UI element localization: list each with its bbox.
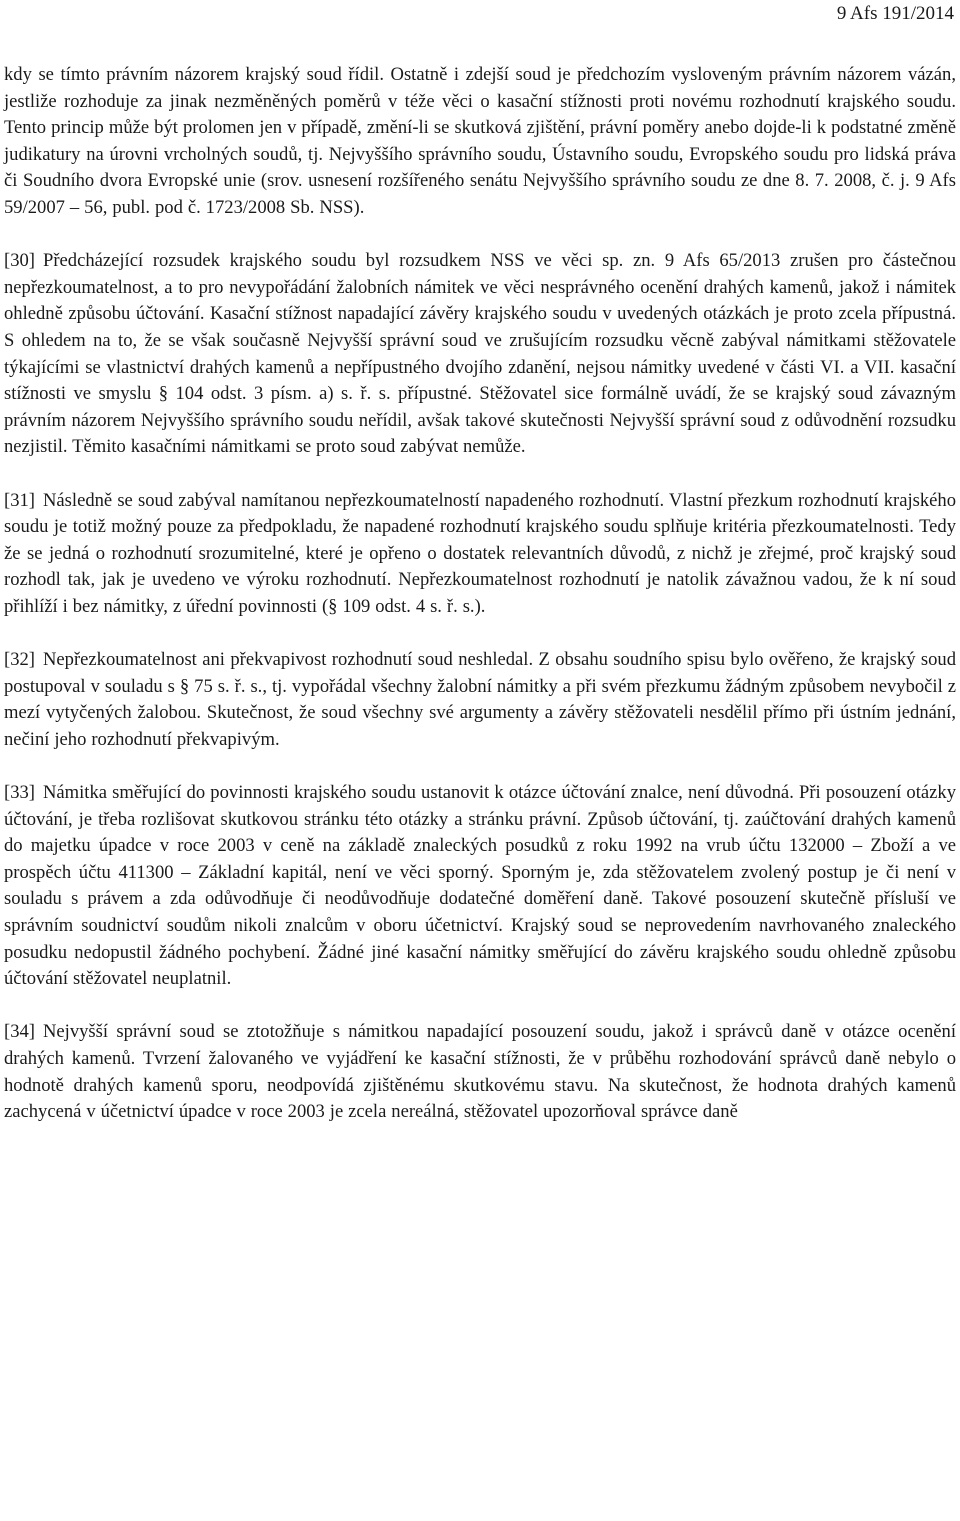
paragraph-number: [34] <box>4 1021 35 1043</box>
paragraph-text: kdy se tímto právním názorem krajský soud řídil. Ostatně i zdejší soud je předchozím vysloveným právním názorem vázán, jestliže rozhoduje za jinak nezměněných poměrů v téže věci o kasační stížnosti proti novému rozhodnutí krajského soudu. Tento princip může být prolomen jen v případě, změní-li se skutková zjištění, právní poměry anebo dojde-li k podstatné změně judikatury na úrovni vrcholných soudů, tj. Nejvyššího správního soudu, Ústavního soudu, Evropského soudu pro lidská práva či Soudního dvora Evropské unie (srov. usnesení rozšířeného senátu Nejvyššího správního soudu ze dne 8. 7. 2008, č. j. 9 Afs 59/2007 – 56, publ. pod č. 1723/2008 Sb. NSS). <box>4 64 956 218</box>
paragraph-number: [33] <box>4 782 35 804</box>
paragraph-number: [32] <box>4 649 35 671</box>
paragraph-number: [30] <box>4 250 35 272</box>
document-body <box>4 62 956 1126</box>
paragraph-34 <box>4 1019 956 1125</box>
page-header-case-number: 9 Afs 191/2014 <box>836 3 954 24</box>
paragraph-32 <box>4 647 956 753</box>
paragraph-text: Následně se soud zabýval namítanou nepřezkoumatelností napadeného rozhodnutí. Vlastní přezkum rozhodnutí krajského soudu je totiž možný pouze za předpokladu, že napadené rozhodnutí krajského soudu splňuje kritéria přezkoumatelnosti. Tedy že se jedná o rozhodnutí srozumitelné, které je opřeno o dostatek relevantních důvodů, z nichž je zřejmé, proč krajský soud rozhodl tak, jak je uvedeno ve výroku rozhodnutí. Nepřezkoumatelnost rozhodnutí je natolik závažnou vadou, že k ní soud přihlíží i bez námitky, z úřední povinnosti (§ 109 odst. 4 s. ř. s.). <box>4 489 956 617</box>
paragraph-text: Námitka směřující do povinnosti krajského soudu ustanovit k otázce účtování znalce, není důvodná. Při posouzení otázky účtování, je třeba rozlišovat skutkovou stránku této otázky a stránku právní. Způsob účtování, tj. zaúčtování drahých kamenů do majetku úpadce v roce 2003 v ceně na základě znaleckých posudků z roku 1992 na vrub účtu 132000 – Zboží a ve prospěch účtu 411300 – Základní kapitál, není ve věci sporný. Sporným je, zda stěžovatelem zvolený postup je či není v souladu s právem a zda odůvodňuje či neodůvodňuje dodatečné doměření daně. Takové posouzení skutečně přísluší ve správním soudnictví soudům nikoli znalcům v oboru účetnictví. Krajský soud se neprovedením navrhovaného znaleckého posudku nedopustil žádného pochybení. Žádné jiné kasační námitky směřující do závěru krajského soudu ohledně způsobu účtování stěžovatel neuplatnil. <box>4 782 956 990</box>
paragraph-33 <box>4 780 956 993</box>
paragraph-number: [31] <box>4 489 35 511</box>
paragraph-text: Nepřezkoumatelnost ani překvapivost rozhodnutí soud neshledal. Z obsahu soudního spisu bylo ověřeno, že krajský soud postupoval v souladu s § 75 s. ř. s., tj. vypořádal všechny žalobní námitky a při svém přezkumu žádným způsobem nevybočil z mezí vytyčených žalobou. Skutečnost, že soud všechny své argumenty a závěry stěžovateli nesdělil přímo při ústním jednání, nečiní jeho rozhodnutí překvapivým. <box>4 649 956 750</box>
paragraph-text: Nejvyšší správní soud se ztotožňuje s námitkou napadající posouzení soudu, jakož i správců daně v otázce ocenění drahých kamenů. Tvrzení žalovaného ve vyjádření ke kasační stížnosti, že v průběhu rozhodování správců daně nebylo o hodnotě drahých kamenů sporu, neodpovídá zjištěnému skutkovému stavu. Na skutečnost, že hodnota drahých kamenů zachycená v účetnictví úpadce v roce 2003 je zcela nereálná, stěžovatel upozorňoval správce daně <box>4 1021 956 1123</box>
paragraph-31 <box>4 488 956 621</box>
paragraph-text: Předcházející rozsudek krajského soudu byl rozsudkem NSS ve věci sp. zn. 9 Afs 65/2013 zrušen pro částečnou nepřezkoumatelnost, a to pro nevypořádání žalobních námitek ve věci nesprávného ocenění drahých kamenů, jakož i námitek ohledně způsobu účtování. Kasační stížnost napadající závěry krajského soudu v uvedených otázkách je proto zcela přípustná. S ohledem na to, že se však současně Nejvyšší správní soud ve zrušujícím rozsudku věcně zabýval námitkami stěžovatele týkajícími se vlastnictví drahých kamenů a nepřípustného dvojího zdanění, nejsou námitky uvedené v části VI. a VII. kasační stížnosti ve smyslu § 104 odst. 3 písm. a) s. ř. s. přípustné. Stěžovatel sice formálně uvádí, že se krajský soud závazným právním názorem Nejvyššího správního soudu neřídil, avšak takové skutečnosti Nejvyšší správní soud z odůvodnění rozsudku nezjistil. Těmito kasačními námitkami se proto soud zabývat nemůže. <box>4 250 956 458</box>
paragraph-30 <box>4 248 956 461</box>
paragraph-continuation <box>4 62 956 222</box>
